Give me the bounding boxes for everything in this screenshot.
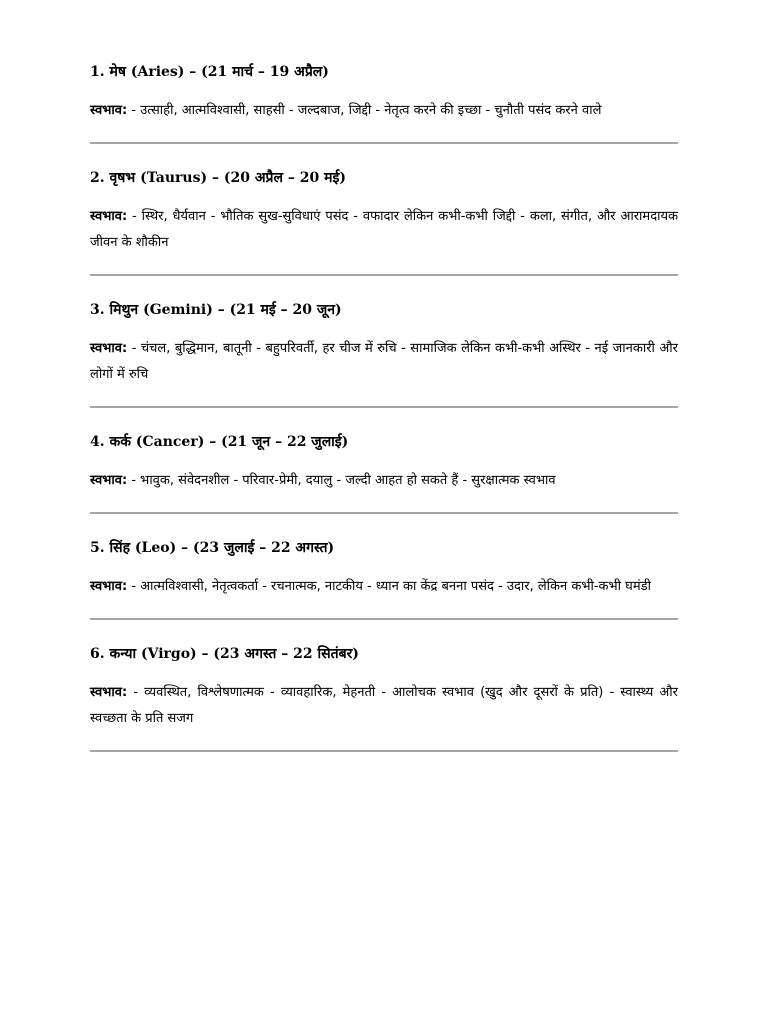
sign-title: 5. सिंह (Leo) – (23 जुलाई – 22 अगस्त) bbox=[90, 540, 335, 556]
section-divider bbox=[90, 274, 678, 276]
nature-label: स्वभाव: bbox=[90, 685, 128, 700]
nature-text: - आत्मविश्वासी, नेतृत्वकर्ता - रचनात्मक, नाटकीय - ध्यान का केंद्र बनना पसंद - उदार, लेकिन कभी-कभी घमंडी bbox=[127, 579, 651, 594]
sign-section-aries bbox=[90, 62, 678, 144]
section-divider bbox=[90, 142, 678, 144]
nature-text: - चंचल, बुद्धिमान, बातूनी - बहुपरिवर्ती, हर चीज में रुचि - सामाजिक लेकिन कभी-कभी अस्थिर - नई जानकारी और लोगों में रुचि bbox=[90, 341, 678, 382]
sign-description bbox=[90, 204, 678, 256]
sign-section-virgo bbox=[90, 644, 678, 752]
section-divider bbox=[90, 750, 678, 752]
sign-title: 3. मिथुन (Gemini) – (21 मई – 20 जून) bbox=[90, 302, 342, 318]
section-divider bbox=[90, 512, 678, 514]
nature-text: - उत्साही, आत्मविश्वासी, साहसी - जल्दबाज, जिद्दी - नेतृत्व करने की इच्छा - चुनौती पसंद करने वाले bbox=[127, 103, 602, 118]
sign-title: 1. मेष (Aries) – (21 मार्च – 19 अप्रैल) bbox=[90, 64, 329, 80]
sign-description bbox=[90, 336, 678, 388]
nature-label: स्वभाव: bbox=[90, 209, 128, 224]
sign-description bbox=[90, 468, 678, 494]
sign-description bbox=[90, 98, 678, 124]
nature-label: स्वभाव: bbox=[90, 103, 128, 118]
section-divider bbox=[90, 406, 678, 408]
nature-label: स्वभाव: bbox=[90, 473, 128, 488]
sign-section-leo bbox=[90, 538, 678, 620]
sign-title: 4. कर्क (Cancer) – (21 जून – 22 जुलाई) bbox=[90, 434, 349, 450]
sign-section-cancer bbox=[90, 432, 678, 514]
sign-title: 2. वृषभ (Taurus) – (20 अप्रैल – 20 मई) bbox=[90, 170, 346, 186]
nature-text: - व्यवस्थित, विश्लेषणात्मक - व्यावहारिक, मेहनती - आलोचक स्वभाव (खुद और दूसरों के प्रति) - स्वास्थ्य और स्वच्छता के प्रति सजग bbox=[90, 685, 678, 726]
section-divider bbox=[90, 618, 678, 620]
nature-label: स्वभाव: bbox=[90, 579, 128, 594]
sign-description bbox=[90, 680, 678, 732]
sign-section-gemini bbox=[90, 300, 678, 408]
sign-section-taurus bbox=[90, 168, 678, 276]
sign-description bbox=[90, 574, 678, 600]
nature-text: - भावुक, संवेदनशील - परिवार-प्रेमी, दयालु - जल्दी आहत हो सकते हैं - सुरक्षात्मक स्वभाव bbox=[127, 473, 556, 488]
nature-text: - स्थिर, धैर्यवान - भौतिक सुख-सुविधाएं पसंद - वफादार लेकिन कभी-कभी जिद्दी - कला, संगीत, और आरामदायक जीवन के शौकीन bbox=[90, 209, 678, 250]
nature-label: स्वभाव: bbox=[90, 341, 128, 356]
sign-title: 6. कन्या (Virgo) – (23 अगस्त – 22 सितंबर) bbox=[90, 646, 359, 662]
